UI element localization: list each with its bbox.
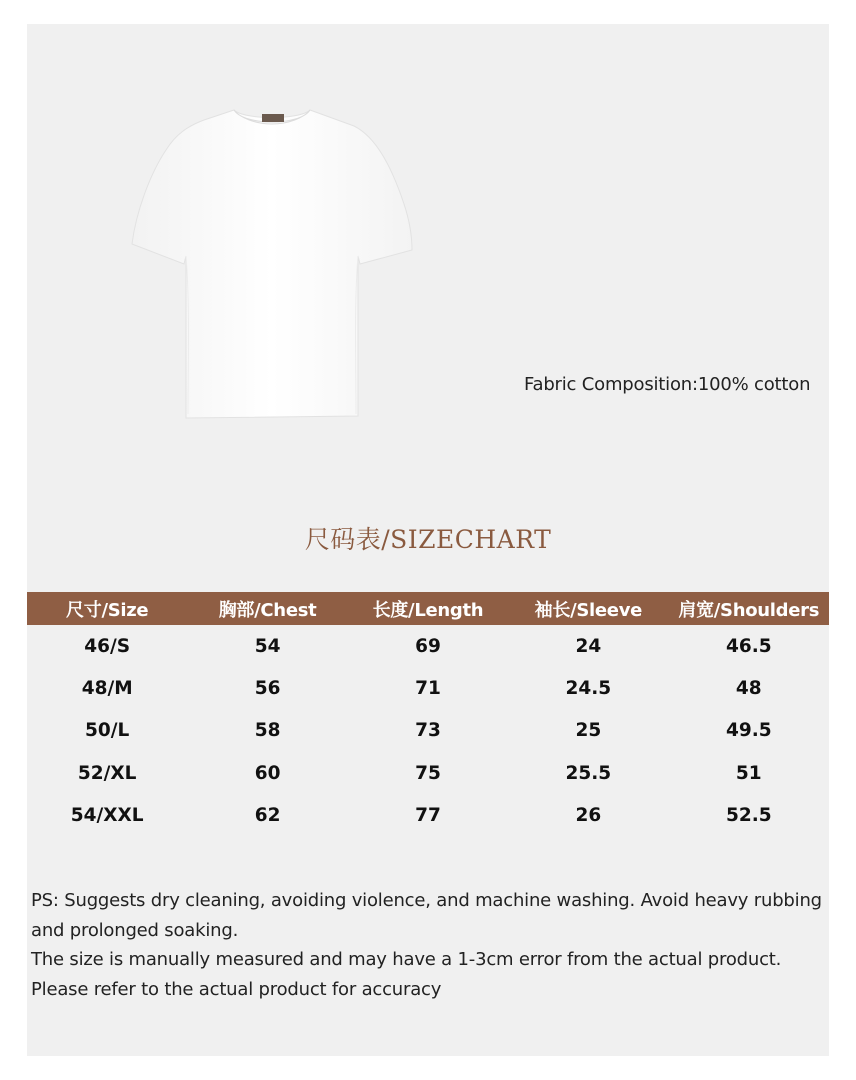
header-length: 长度/Length: [348, 592, 508, 625]
table-row: [27, 710, 829, 752]
fabric-composition: Fabric Composition:100% cotton: [524, 374, 811, 395]
cell-sleeve: 25: [575, 720, 602, 742]
cell-sleeve: 25.5: [565, 762, 612, 784]
cell-sleeve: 26: [575, 805, 602, 827]
cell-size: 50/L: [85, 720, 130, 742]
cell-size: 46/S: [84, 635, 131, 657]
cell-length: 71: [415, 678, 441, 700]
cell-length: 73: [415, 720, 441, 742]
table-header-row: [27, 592, 829, 625]
cell-length: 75: [415, 762, 441, 784]
cell-size: 52/XL: [77, 762, 137, 784]
cell-shoulders: 48: [735, 678, 762, 700]
cell-chest: 62: [254, 805, 281, 827]
cell-length: 77: [415, 805, 441, 827]
table-row: [27, 795, 829, 837]
cell-sleeve: 24.5: [565, 678, 612, 700]
table-row: [27, 667, 829, 709]
size-chart-title: 尺码表/SIZECHART: [304, 525, 552, 554]
care-note-accuracy: Please refer to the actual product for accuracy: [31, 978, 442, 1000]
cell-shoulders: 49.5: [725, 720, 772, 742]
cell-shoulders: 46.5: [725, 635, 772, 657]
cell-chest: 58: [254, 720, 281, 742]
label-tag-icon: [262, 114, 284, 122]
table-row: [27, 625, 829, 667]
care-note-measure: The size is manually measured and may have a 1-3cm error from the actual product.: [31, 949, 782, 970]
care-note-wash: PS: Suggests dry cleaning, avoiding violence, and machine washing. Avoid heavy rubbing and prolonged soaking.: [31, 890, 822, 941]
cell-chest: 60: [254, 762, 281, 784]
header-chest: 胸部/Chest: [187, 592, 347, 625]
care-notes: [31, 886, 826, 1004]
table-row: [27, 752, 829, 794]
header-sleeve: 袖长/Sleeve: [508, 592, 668, 625]
header-shoulders: 肩宽/Shoulders: [669, 592, 829, 625]
cell-chest: 56: [254, 678, 281, 700]
size-chart-table: [27, 592, 829, 837]
cell-size: 54/XXL: [70, 805, 144, 827]
cell-size: 48/M: [81, 678, 133, 700]
tshirt-image: [128, 104, 416, 424]
cell-length: 69: [415, 635, 441, 657]
cell-shoulders: 52.5: [725, 805, 772, 827]
header-size: 尺寸/Size: [27, 592, 187, 625]
cell-shoulders: 51: [735, 762, 762, 784]
cell-chest: 54: [254, 635, 281, 657]
cell-sleeve: 24: [575, 635, 602, 657]
